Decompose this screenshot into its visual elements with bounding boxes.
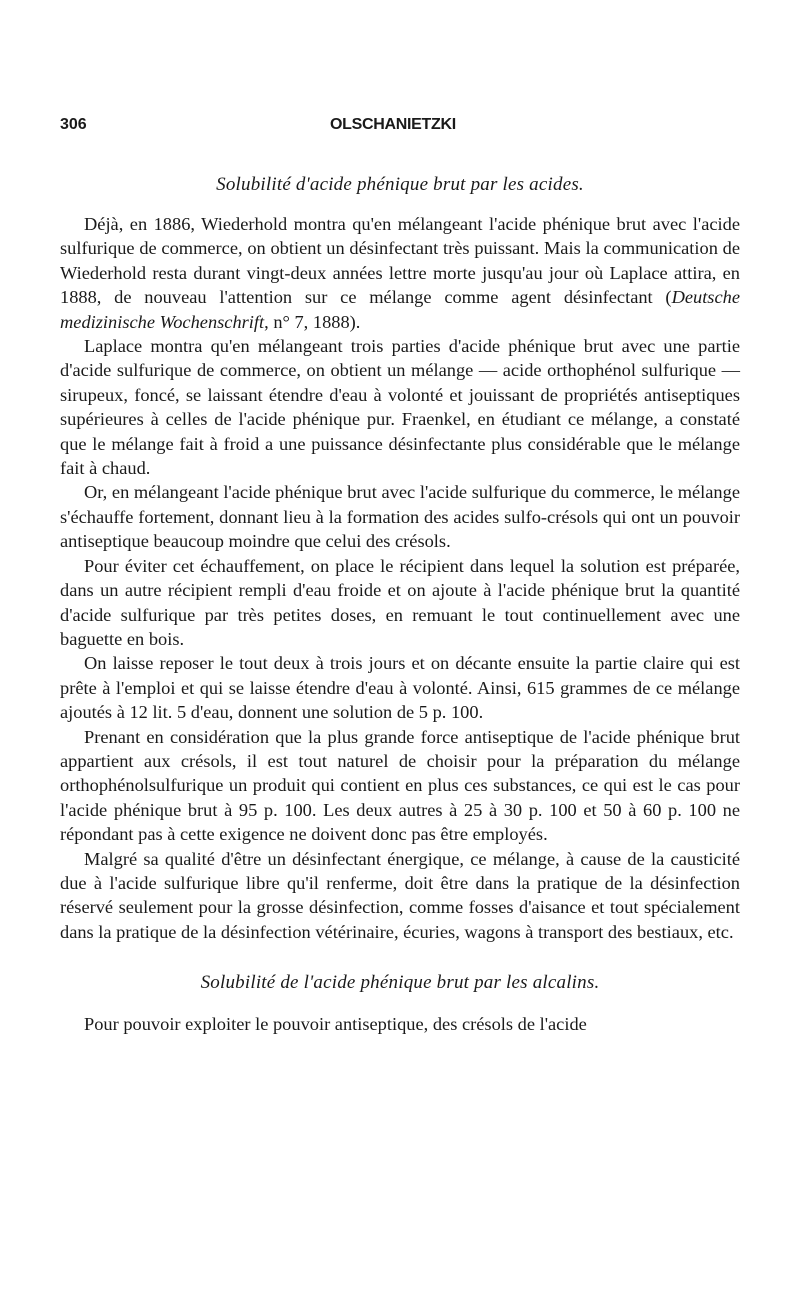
section-title: Solubilité d'acide phénique brut par les acides. (216, 174, 584, 195)
page-number: 306 (60, 116, 87, 133)
section-acides (60, 174, 740, 944)
text-segment: Prenant en considération que la plus grande force antiseptique de l'acide phénique brut appartient aux crésols, il est tout naturel de choisir pour la préparation du mélange orthophénolsulfurique un produit qui contient en plus ces substances, ce qui est le cas pour l'acide phénique brut à 95 p. 100. Les deux autres à 25 à 30 p. 100 et 50 à 60 p. 100 ne répondant pas à cette exigence ne doivent donc pas être employés. (60, 726, 740, 845)
text-segment: Déjà, en 1886, Wiederhold montra qu'en mélangeant l'acide phénique brut avec l'acide sulfurique de commerce, on obtient un désinfectant très puissant. Mais la communication de Wiederhold resta durant vingt-deux années lettre morte jusqu'au jour où Laplace attira, en 1888, de nouveau l'attention sur ce mélange comme agent désinfectant ( (60, 214, 740, 308)
paragraph (60, 1012, 740, 1036)
paragraph (60, 212, 740, 334)
paragraph (60, 725, 740, 847)
paragraph (60, 847, 740, 945)
document-page (60, 110, 740, 1037)
text-segment: Laplace montra qu'en mélangeant trois parties d'acide phénique brut avec une partie d'acide sulfurique de commerce, on obtient un mélange — acide orthophénol sulfurique — sirupeux, foncé, se laissant étendre d'eau à volonté et jouissant de propriétés antiseptiques supérieures à celles de l'acide phénique pur. Fraenkel, en étudiant ce mélange, a constaté que le mélange fait à froid a une puissance désinfectante plus considérable que le mélange fait à chaud. (60, 336, 740, 479)
running-header (60, 110, 740, 138)
text-segment: Malgré sa qualité d'être un désinfectant énergique, ce mélange, à cause de la causticité due à l'acide sulfurique libre qu'il renferme, doit être dans la pratique de la désinfection réservé seulement pour la grosse désinfection, comme fosses d'aisance et tout spécialement dans la pratique de la désinfection vétérinaire, écuries, wagons à transport des bestiaux, etc. (60, 848, 740, 942)
paragraph (60, 554, 740, 652)
text-segment: Or, en mélangeant l'acide phénique brut avec l'acide sulfurique du commerce, le mélange s'échauffe fortement, donnant lieu à la formation des acides sulfo-crésols qui ont un pouvoir antiseptique beaucoup moindre que celui des crésols. (60, 482, 740, 552)
text-segment: , n° 7, 1888). (264, 311, 361, 332)
text-segment: Pour éviter cet échauffement, on place le récipient dans lequel la solution est préparée, dans un autre récipient rempli d'eau froide et on ajoute à l'acide phénique brut la quantité d'acide sulfurique par très petites doses, en remuant le tout continuellement avec une baguette en bois. (60, 555, 740, 649)
paragraph (60, 334, 740, 480)
paragraph (60, 651, 740, 724)
text-segment: On laisse reposer le tout deux à trois jours et on décante ensuite la partie claire qui est prête à l'emploi et qui se laisse étendre d'eau à volonté. Ainsi, 615 grammes de ce mélange ajoutés à 12 lit. 5 d'eau, donnent une solution de 5 p. 100. (60, 653, 740, 723)
journal-title: Deutsche medizinische Wochenschrift (60, 287, 740, 332)
section-title: Solubilité de l'acide phénique brut par les alcalins. (200, 972, 600, 994)
paragraph (60, 480, 740, 553)
section-alcalins (60, 972, 740, 1036)
running-title: OLSCHANIETZKI (330, 116, 456, 133)
text-segment: Pour pouvoir exploiter le pouvoir antiseptique, des crésols de l'acide (84, 1014, 587, 1035)
